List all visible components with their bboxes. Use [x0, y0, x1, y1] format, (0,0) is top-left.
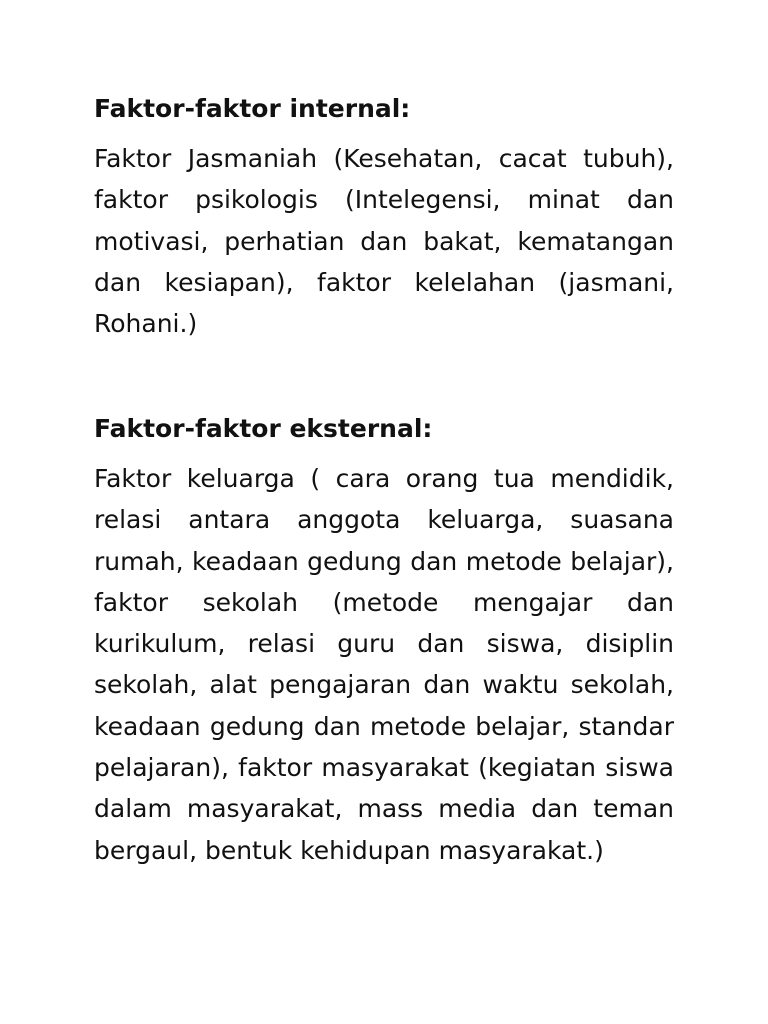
section-body-external: Faktor keluarga ( cara orang tua mendidik, relasi antara anggota keluarga, suasana rumah, keadaan gedung dan metode belajar), faktor sekolah (metode mengajar dan kurikulum, relasi guru dan siswa, disiplin sekolah, alat pengajaran dan waktu sekolah, keadaan gedung dan metode belajar, standar pelajaran), faktor masyarakat (kegiatan siswa dalam masyarakat, mass media dan teman bergaul, bentuk kehidupan masyarakat.) — [94, 464, 674, 865]
section-heading-internal: Faktor-faktor internal: — [94, 94, 411, 123]
section-external-factors — [94, 408, 674, 871]
section-internal-factors — [94, 88, 674, 344]
section-heading-external: Faktor-faktor eksternal: — [94, 414, 433, 443]
section-body-internal: Faktor Jasmaniah (Kesehatan, cacat tubuh), faktor psikologis (Intelegensi, minat dan motivasi, perhatian dan bakat, kematangan dan kesiapan), faktor kelelahan (jasmani, Rohani.) — [94, 144, 674, 339]
document-page — [94, 88, 674, 865]
